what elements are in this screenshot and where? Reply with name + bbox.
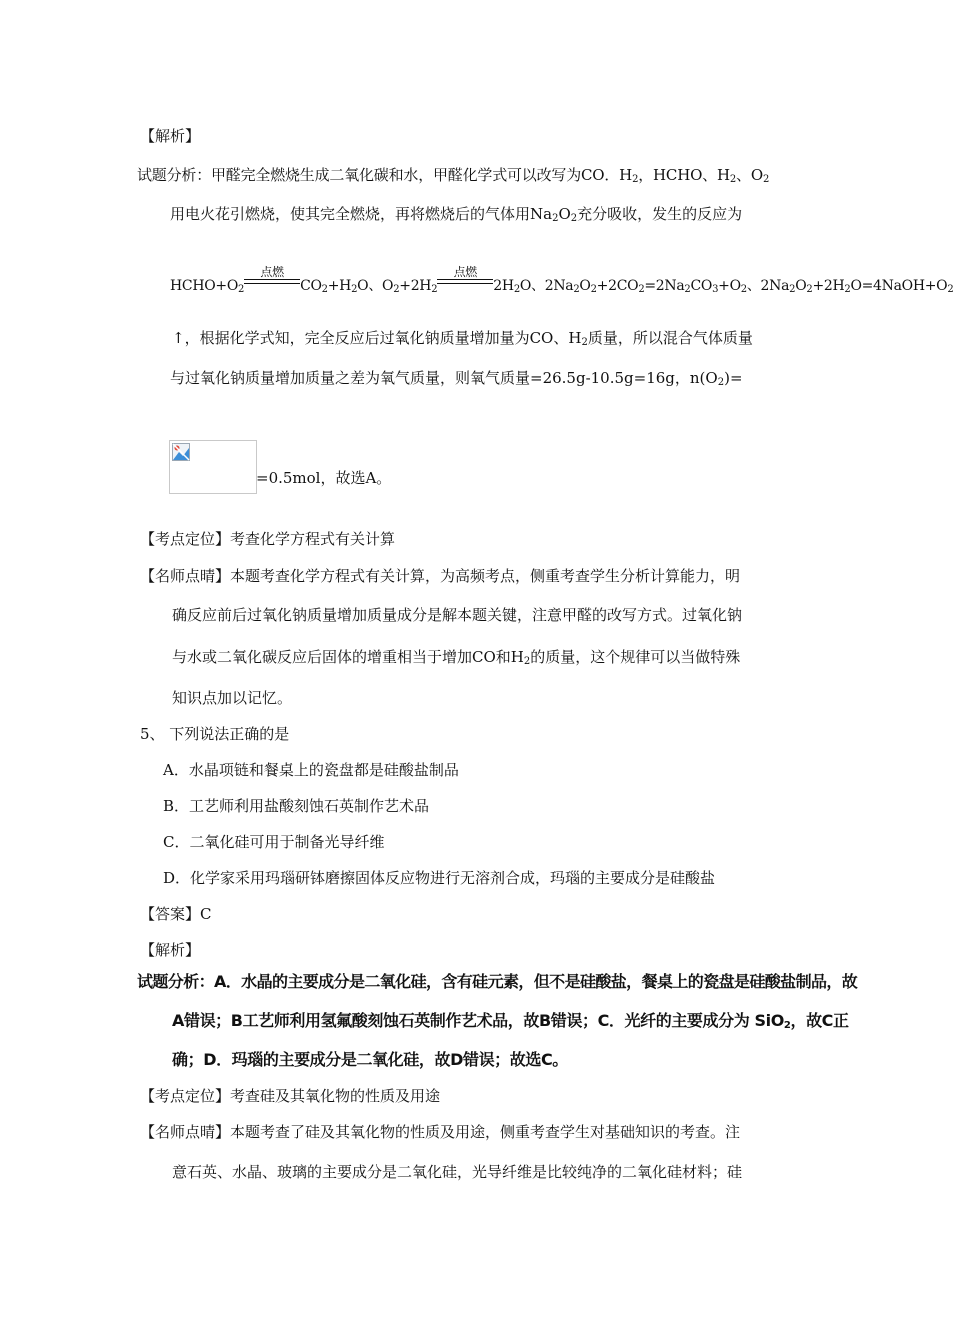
ignition-condition: 点燃 bbox=[244, 279, 300, 290]
teacher-comment: 【名师点晴】本题考查了硅及其氧化物的性质及用途，侧重考查学生对基础知识的考查。注 bbox=[140, 1123, 741, 1141]
analysis-heading: 【解析】 bbox=[140, 941, 201, 959]
question-stem: 5、 下列说法正确的是 bbox=[140, 725, 290, 743]
teacher-comment-line: 知识点加以记忆。 bbox=[172, 689, 293, 707]
formula-image-placeholder bbox=[169, 440, 257, 494]
analysis-line: ↑，根据化学式知，完全反应后过氧化钠质量增加量为CO、$H_2$质量，所以混合气体质量 bbox=[172, 329, 753, 348]
analysis-line: 与过氧化钠质量增加质量之差为氧气质量，则氧气质量=26.5g-10.5g=16g，$n(O_2)=$ bbox=[170, 369, 743, 388]
option-c: C．二氧化硅可用于制备光导纤维 bbox=[163, 833, 385, 851]
option-d: D．化学家采用玛瑙研钵磨擦固体反应物进行无溶剂合成，玛瑙的主要成分是硅酸盐 bbox=[163, 869, 716, 887]
teacher-comment: 【名师点晴】本题考查化学方程式有关计算，为高频考点，侧重考查学生分析计算能力，明 bbox=[140, 567, 741, 585]
analysis-line: 试题分析：A．水晶的主要成分是二氧化硅，含有硅元素，但不是硅酸盐，餐桌上的瓷盘是硅酸盐制品，故 bbox=[137, 972, 858, 991]
broken-image-icon bbox=[172, 443, 190, 461]
analysis-result: =0.5mol，故选A。 bbox=[256, 469, 392, 487]
answer: 【答案】C bbox=[140, 905, 212, 923]
teacher-comment-line: 与水或二氧化碳反应后固体的增重相当于增加CO和$H_2$的质量，这个规律可以当做特殊 bbox=[172, 648, 741, 667]
knowledge-point: 【考点定位】考查硅及其氧化物的性质及用途 bbox=[140, 1087, 441, 1105]
analysis-line: 用电火花引燃烧，使其完全燃烧，再将燃烧后的气体用$Na_2O_2$充分吸收，发生的反应为 bbox=[170, 205, 743, 224]
analysis-line: 试题分析：甲醛完全燃烧生成二氧化碳和水，甲醛化学式可以改写为CO．$H_2$，HCHO、$H_2$、$O_2$ bbox=[137, 166, 770, 185]
analysis-heading: 【解析】 bbox=[140, 127, 201, 145]
option-a: A．水晶项链和餐桌上的瓷盘都是硅酸盐制品 bbox=[163, 761, 459, 779]
analysis-line: A错误；B工艺师利用氢氟酸刻蚀石英制作艺术品，故B错误；C．光纤的主要成分为 SiO$_2$，故C正 bbox=[172, 1011, 849, 1031]
knowledge-point: 【考点定位】考查化学方程式有关计算 bbox=[140, 530, 396, 548]
ignition-condition: 点燃 bbox=[437, 279, 493, 290]
analysis-line: 确；D．玛瑙的主要成分是二氧化硅，故D错误；故选C。 bbox=[172, 1050, 568, 1069]
reaction-equations: $HCHO+O_2$ 点燃 $CO_2+H_2O$、$O_2+2H_2$ 点燃 $2H_2O$、$2Na_2O_2+2CO_2=2Na_2CO_3+O_2$、$2Na_2O_2+2H_2O=4NaOH+O_2$ bbox=[170, 265, 953, 295]
teacher-comment-line: 确反应前后过氧化钠质量增加质量成分是解本题关键，注意甲醛的改写方式。过氧化钠 bbox=[172, 606, 743, 624]
teacher-comment-line: 意石英、水晶、玻璃的主要成分是二氧化硅，光导纤维是比较纯净的二氧化硅材料；硅 bbox=[172, 1163, 743, 1181]
option-b: B．工艺师利用盐酸刻蚀石英制作艺术品 bbox=[163, 797, 430, 815]
